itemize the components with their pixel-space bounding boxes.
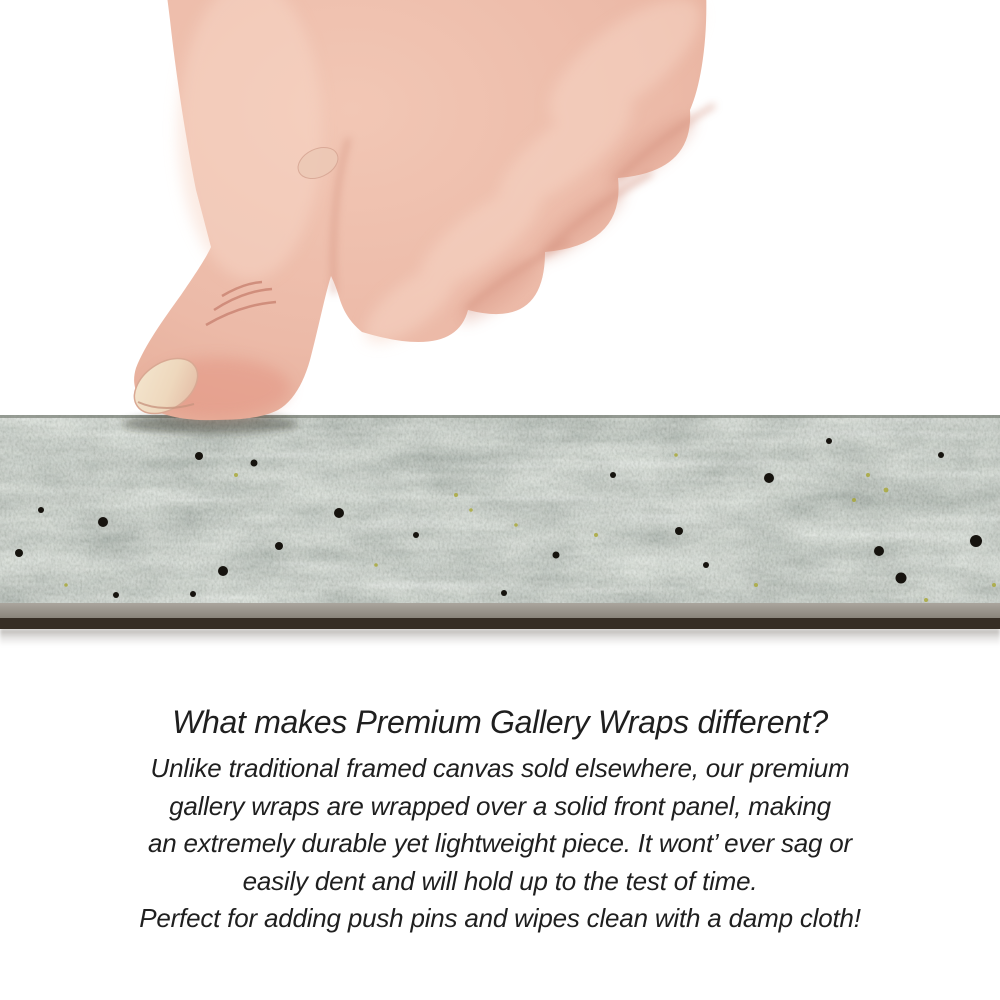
canvas-top-seam [0, 415, 1000, 418]
thumb-press-redness [146, 358, 290, 418]
info-line-3: an extremely durable yet lightweight piece. It wont’ ever sag or [147, 828, 853, 858]
canvas-dark-edge [0, 618, 1000, 629]
skin-highlights [178, 0, 720, 356]
index-fingernail [293, 141, 343, 184]
thumb-knuckle-creases [206, 282, 276, 325]
info-line-5: Perfect for adding push pins and wipes clean with a damp cloth! [139, 903, 861, 933]
canvas-weave-grain [0, 415, 1000, 603]
finger-inner-shadows [450, 106, 703, 332]
info-line-4: easily dent and will hold up to the test of time. [242, 865, 758, 896]
info-line-1: Unlike traditional framed canvas sold elsewhere, our premium [150, 753, 850, 783]
hand-photo [0, 0, 1000, 470]
canvas-texture [0, 415, 1000, 629]
thumbnail-edge-line [138, 402, 194, 408]
info-heading: What makes Premium Gallery Wraps different? [172, 704, 828, 740]
finger-crease-shading [333, 106, 713, 308]
canvas-strip-shadow [0, 629, 1000, 646]
canvas-strip [0, 415, 1000, 629]
thumbnail [124, 347, 208, 425]
info-text-block [0, 702, 1000, 938]
hand-silhouette [134, 0, 706, 420]
canvas-side-band [0, 603, 1000, 618]
info-line-2: gallery wraps are wrapped over a solid front panel, making [169, 790, 831, 821]
